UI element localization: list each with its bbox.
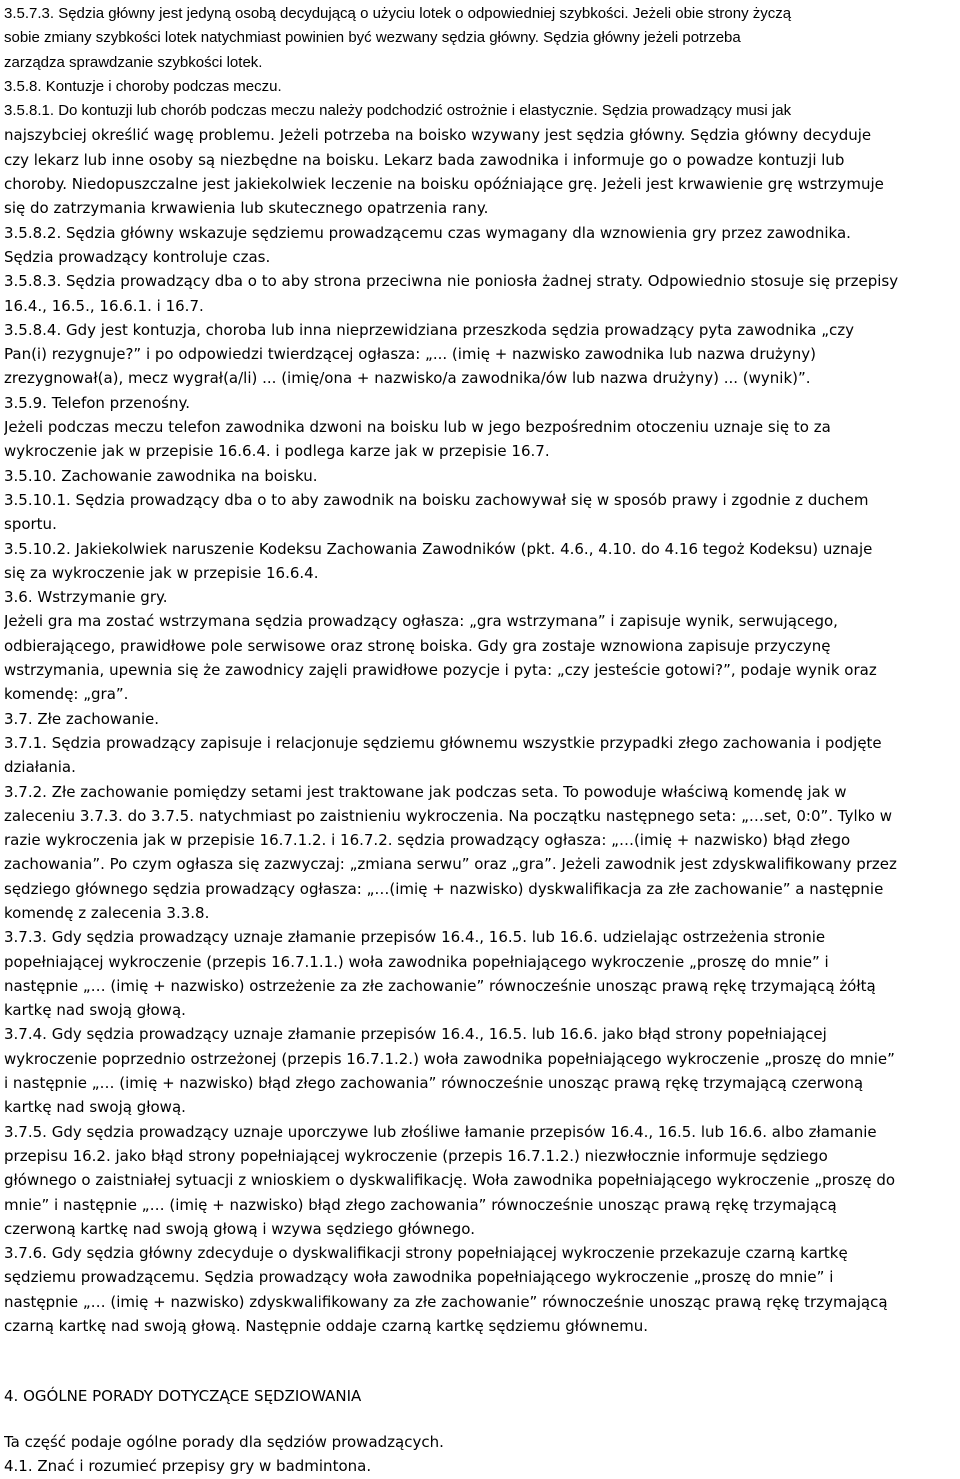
text-line: wykroczenie poprzednio ostrzeżonej (przepis 16.7.1.2.) woła zawodnika popełniającego wykroczenie „proszę do mnie”: [4, 1049, 895, 1068]
text-line: działania.: [4, 758, 76, 777]
text-line: 3.5.10.1. Sędzia prowadzący dba o to aby zawodnik na boisku zachowywał się w sposób prawy i zgodnie z duchem: [4, 490, 869, 509]
text-line: popełniającej wykroczenie (przepis 16.7.1.1.) woła zawodnika popełniającego wykroczenie „proszę do mnie” i: [4, 952, 829, 971]
text-line: sobie zmiany szybkości lotek natychmiast powinien być wezwany sędzia główny. Sędzia główny jeżeli potrzeba: [4, 29, 741, 47]
text-line: 3.5.8.4. Gdy jest kontuzja, choroba lub inna nieprzewidziana przeszkoda sędzia prowadzący pyta zawodnika „czy: [4, 320, 854, 339]
text-line: komendę z zalecenia 3.3.8.: [4, 903, 210, 922]
text-line: czarną kartkę nad swoją głową. Następnie oddaje czarną kartkę sędziemu głównemu.: [4, 1317, 649, 1336]
text-line: [4, 1338, 956, 1362]
text-line: 3.5.8.3. Sędzia prowadzący dba o to aby strona przeciwna nie poniosła żadnej straty. Odpowiednio stosuje się przepisy: [4, 272, 899, 291]
text-line: zrezygnował(a), mecz wygrał(a/li) ... (imię/ona + nazwisko/a zawodnika/ów lub nazwa drużyny) ... (wynik)”.: [4, 369, 811, 388]
text-line: kartkę nad swoją głową.: [4, 1098, 186, 1117]
text-line: 3.7. Złe zachowanie.: [4, 709, 160, 728]
text-line: 3.5.10.2. Jakiekolwiek naruszenie Kodeksu Zachowania Zawodników (pkt. 4.6., 4.10. do 4.16 tegoż Kodeksu) uznaje: [4, 539, 873, 558]
body-paragraphs: [4, 123, 956, 1478]
text-line: komendę: „gra”.: [4, 685, 129, 704]
text-line: się za wykroczenie jak w przepisie 16.6.4.: [4, 563, 319, 582]
text-line: czy lekarz lub inne osoby są niezbędne na boisku. Lekarz bada zawodnika i informuje go o powadze kontuzji lub: [4, 150, 845, 169]
text-line: sportu.: [4, 515, 57, 534]
text-line: Sędzia prowadzący kontroluje czas.: [4, 247, 271, 266]
text-line: wykroczenie jak w przepisie 16.6.4. i podlega karze jak w przepisie 16.7.: [4, 442, 550, 461]
text-line: 3.5.10. Zachowanie zawodnika na boisku.: [4, 466, 318, 485]
text-line: zarządza sprawdzanie szybkości lotek.: [4, 53, 263, 71]
text-line: Jeżeli gra ma zostać wstrzymana sędzia prowadzący ogłasza: „gra wstrzymana” i zapisuje wynik, serwującego,: [4, 612, 838, 631]
text-line: następnie „… (imię + nazwisko) zdyskwalifikowany za złe zachowanie” równocześnie unosząc prawą rękę trzymającą: [4, 1292, 888, 1311]
text-line: 3.5.7.3. Sędzia główny jest jedyną osobą decydującą o użyciu lotek o odpowiedniej szybkości. Jeżeli obie strony życzą: [4, 5, 792, 22]
section-heading: 4. OGÓLNE PORADY DOTYCZĄCE SĘDZIOWANIA: [4, 1386, 362, 1405]
text-line: 3.5.9. Telefon przenośny.: [4, 393, 190, 412]
text-line: następnie „… (imię + nazwisko) ostrzeżenie za złe zachowanie” równocześnie unosząc prawą rękę trzymającą żółtą: [4, 976, 876, 995]
text-line: 3.6. Wstrzymanie gry.: [4, 588, 168, 607]
text-line: się do zatrzymania krwawienia lub skutecznego opatrzenia rany.: [4, 199, 489, 218]
text-line: 3.5.8. Kontuzje i choroby podczas meczu.: [4, 77, 282, 95]
text-line: Jeżeli podczas meczu telefon zawodnika dzwoni na boisku lub w jego bezpośrednim otoczeniu uznaje się to za: [4, 418, 831, 437]
text-line: 3.7.1. Sędzia prowadzący zapisuje i relacjonuje sędziemu głównemu wszystkie przypadki złego zachowania i podjęte: [4, 733, 882, 752]
text-line: Pan(i) rezygnuje?” i po odpowiedzi twierdzącej ogłasza: „... (imię + nazwisko zawodnika lub nazwa drużyny): [4, 345, 816, 364]
text-line: głównego o zaistniałej sytuacji z wnioskiem o dyskwalifikację. Woła zawodnika popełniającego wykroczenie „proszę do: [4, 1171, 896, 1190]
text-line: Ta część podaje ogólne porady dla sędziów prowadzących.: [4, 1432, 444, 1451]
text-line: sędziemu prowadzącemu. Sędzia prowadzący woła zawodnika popełniającego wykroczenie „proszę do mnie” i: [4, 1268, 834, 1287]
text-line: 3.5.8.2. Sędzia główny wskazuje sędziemu prowadzącemu czas wymagany dla wznowienia gry przez zawodnika.: [4, 223, 851, 242]
text-line: 3.7.6. Gdy sędzia główny zdecyduje o dyskwalifikacji strony popełniającej wykroczenie przekazuje czarną kartkę: [4, 1244, 848, 1263]
text-line: czerwoną kartkę nad swoją głową i wzywa sędziego głównego.: [4, 1219, 475, 1238]
text-line: najszybciej określić wagę problemu. Jeżeli potrzeba na boisko wzywany jest sędzia główny. Sędzia główny decyduje: [4, 126, 872, 145]
text-line: kartkę nad swoją głową.: [4, 1001, 186, 1020]
text-line: razie wykroczenia jak w przepisie 16.7.1.2. i 16.7.2. sędzia prowadzący ogłasza: „…(imię + nazwisko) błąd złego: [4, 831, 851, 850]
text-line: odbierającego, prawidłowe pole serwisowe oraz stronę boiska. Gdy gra zostaje wznowiona zapisuje przyczynę: [4, 636, 831, 655]
text-line: 3.7.4. Gdy sędzia prowadzący uznaje złamanie przepisów 16.4., 16.5. lub 16.6. jako błąd strony popełniającej: [4, 1025, 827, 1044]
text-line: 3.5.8.1. Do kontuzji lub chorób podczas meczu należy podchodzić ostrożnie i elastycznie. Sędzia prowadzący musi jak: [4, 102, 792, 120]
text-line: choroby. Niedopuszczalne jest jakiekolwiek leczenie na boisku opóźniające grę. Jeżeli jest krwawienie grę wstrzymuje: [4, 175, 884, 194]
text-line: 16.4., 16.5., 16.6.1. i 16.7.: [4, 296, 204, 315]
opening-paragraphs: [4, 2, 956, 123]
text-line: 3.7.2. Złe zachowanie pomiędzy setami jest traktowane jak podczas seta. To powoduje właściwą komendę jak w: [4, 782, 847, 801]
text-line: 4.1. Znać i rozumieć przepisy gry w badmintona.: [4, 1457, 372, 1476]
text-line: 3.7.3. Gdy sędzia prowadzący uznaje złamanie przepisów 16.4., 16.5. lub 16.6. udzielając ostrzeżenia stronie: [4, 928, 826, 947]
text-line: i następnie „… (imię + nazwisko) błąd złego zachowania” równocześnie unosząc prawą rękę trzymającą czerwoną: [4, 1074, 864, 1093]
text-line: wstrzymania, upewnia się że zawodnicy zajęli prawidłowe pozycje i pyta: „czy jesteście gotowi?”, podaje wynik oraz: [4, 661, 877, 680]
text-line: przepisu 16.2. jako błąd strony popełniającej wykroczenie (przepis 16.7.1.2.) niezwłocznie informuje sędziego: [4, 1146, 828, 1165]
text-line: zachowania”. Po czym ogłasza się zazwyczaj: „zmiana serwu” oraz „gra”. Jeżeli zawodnik jest zdyskwalifikowany przez: [4, 855, 897, 874]
text-line: mnie” i następnie „… (imię + nazwisko) błąd złego zachowania” równocześnie unosząc prawą rękę trzymającą: [4, 1195, 837, 1214]
text-line: zaleceniu 3.7.3. do 3.7.5. natychmiast po zaistnieniu wykroczenia. Na początku następnego seta: „…set, 0:0”. Tylko w: [4, 806, 893, 825]
text-line: sędziego głównego sędzia prowadzący ogłasza: „…(imię + nazwisko) dyskwalifikacja za złe zachowanie” a następnie: [4, 879, 884, 898]
text-line: 3.7.5. Gdy sędzia prowadzący uznaje uporczywe lub złośliwe łamanie przepisów 16.4., 16.5. lub 16.6. albo złamanie: [4, 1122, 877, 1141]
